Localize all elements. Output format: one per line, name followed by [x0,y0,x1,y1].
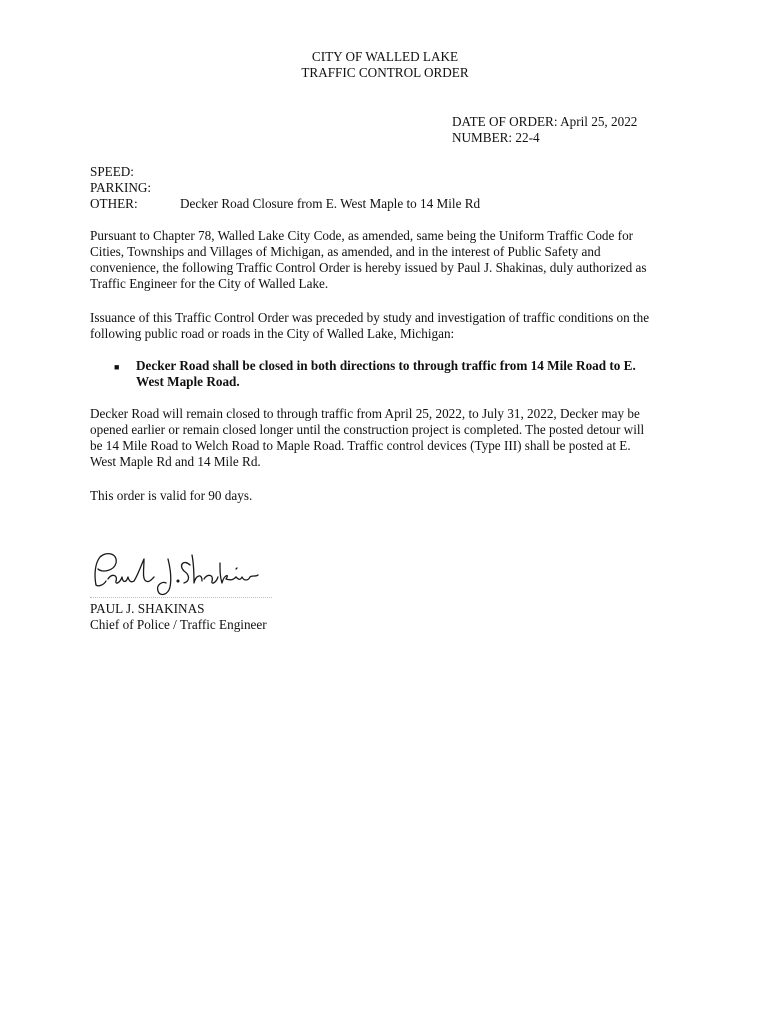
order-date-line [452,114,637,130]
paragraph2-line2: following public road or roads in the City of Walled Lake, Michigan: [90,326,455,341]
other-value: Decker Road Closure from E. West Maple to 14 Mile Rd [180,196,481,211]
signature-line [90,597,272,598]
paragraph1-line3: convenience, the following Traffic Control Order is hereby issued by Paul J. Shakinas, duly authorized as [90,260,647,275]
paragraph3-line4: West Maple Rd and 14 Mile Rd. [90,454,261,469]
signatory-title: Chief of Police / Traffic Engineer [90,617,267,632]
document-title: TRAFFIC CONTROL ORDER [301,65,469,80]
parking-label: PARKING: [90,180,152,195]
paragraph3-line3: be 14 Mile Road to Welch Road to Maple Road. Traffic control devices (Type III) shall be posted at E. [90,438,631,453]
city-heading: CITY OF WALLED LAKE [311,49,459,64]
order-date-value: April 25, 2022 [560,114,638,129]
paragraph1-line2: Cities, Townships and Villages of Michigan, as amended, and in the interest of Public Safety and [90,244,601,259]
paragraph3-line2: opened earlier or remain closed longer until the construction project is completed. The posted detour will [90,422,645,437]
order-number-label: NUMBER: [452,130,513,145]
bullet-line2: West Maple Road. [136,374,240,389]
order-number-line [452,130,540,146]
handwritten-signature [86,545,266,601]
bullet-square-icon: ■ [114,362,120,372]
paragraph3-line1: Decker Road will remain closed to through traffic from April 25, 2022, to July 31, 2022, Decker may be [90,406,640,421]
paragraph1-line4: Traffic Engineer for the City of Walled Lake. [90,276,329,291]
paragraph1-line1: Pursuant to Chapter 78, Walled Lake City Code, as amended, same being the Uniform Traffic Code for [90,228,634,243]
speed-label: SPEED: [90,164,134,179]
other-label: OTHER: [90,196,138,211]
paragraph2-line1: Issuance of this Traffic Control Order was preceded by study and investigation of traffic conditions on the [90,310,650,325]
order-date-label: DATE OF ORDER: [452,114,558,129]
bullet-line1: Decker Road shall be closed in both directions to through traffic from 14 Mile Road to E. [136,358,636,373]
signatory-name: PAUL J. SHAKINAS [90,601,205,616]
order-number-value: 22-4 [515,130,540,145]
validity-statement: This order is valid for 90 days. [90,488,253,503]
